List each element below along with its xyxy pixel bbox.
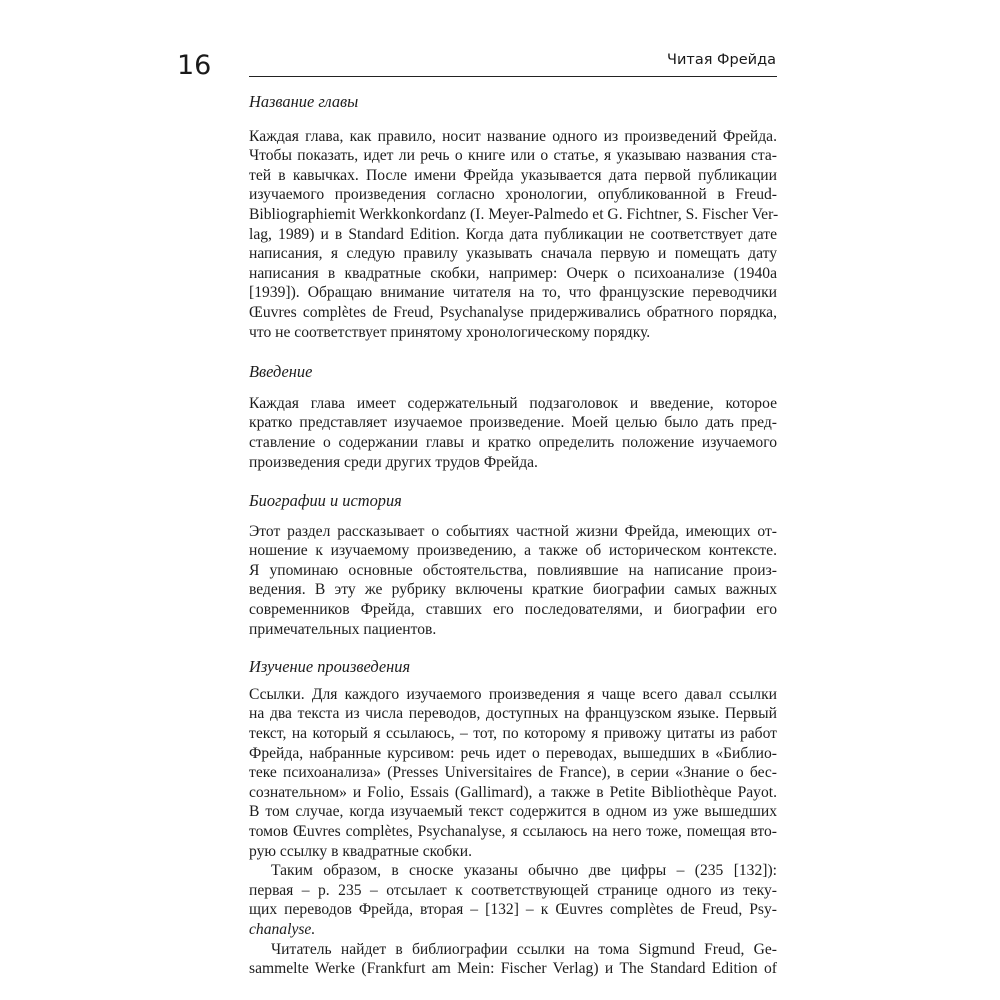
text-line: Я упоминаю основные обстоятельства, повлиявшие на написание произ- [249,561,777,579]
text-line: щих переводов Фрейда, вторая – [132] – к Œuvres complètes de Freud, Psy- [249,901,777,919]
text-line: текст, на который я ссылаюсь, – тот, по которому я привожу цитаты из работ [249,725,777,743]
text-line: кратко представляет изучаемое произведение. Моей целью было дать пред- [249,414,777,432]
text-line: томов Œuvres complètes, Psychanalyse, я ссылаюсь на него тоже, помещая вто- [249,823,777,840]
text-line: sammelte Werke (Frankfurt am Mein: Fischer Verlag) и The Standard Edition of [249,960,777,978]
text-line: Bibliographiemit Werkkonkordanz (I. Meyer-Palmedo et G. Fichtner, S. Fischer Ver- [249,205,779,223]
page-number: 16 [177,50,212,81]
text-line: теке психоанализа» (Presses Universitaires de France), в серии «Знание о бес- [249,764,777,782]
text-line: написания в квадратные скобки, например: Очерк о психоанализе (1940а [249,264,777,282]
text-line: примечательных пациентов. [249,620,437,638]
text-line: Œuvres complètes de Freud, Psychanalyse придерживались обратного порядка, [249,303,777,321]
page-body [249,92,777,979]
section-heading: Название главы [249,92,359,111]
section-heading: Биографии и история [249,491,402,511]
text-line: изучаемого произведения согласно хронологии, опубликованной в Freud- [249,186,777,204]
text-line: что не соответствует принятому хронологическому порядку. [249,323,651,341]
text-line: первая – р. 235 – отсылает к соответствующей странице одного из теку- [249,881,777,899]
text-line: Читатель найдет в библиографии ссылки на тома Sigmund Freud, Ge- [271,940,777,958]
text-line: [1939]). Обращаю внимание читателя на то, что французские переводчики [249,284,777,302]
text-line: рую ссылку в квадратные скобки. [249,842,472,860]
text-line: lag, 1989) и в Standard Edition. Когда дата публикации не соответствует дате [249,225,777,243]
text-line: ношение к изучаемому произведению, а также об историческом контексте. [249,542,777,560]
running-title: Читая Фрейда [667,52,776,68]
text-line: Ссылки. Для каждого изучаемого произведения я чаще всего давал ссылки [249,685,777,703]
text-line: Каждая глава, как правило, носит название одного из произведений Фрейда. [249,127,777,145]
text-line: Чтобы показать, идет ли речь о книге или о статье, я указываю названия ста- [249,147,777,165]
text-line: на два текста из числа переводов, доступных на французском языке. Первый [249,705,777,723]
text-line: ставление о содержании главы и кратко определить положение изучаемого [249,433,777,451]
text-line: современников Фрейда, ставших его последователями, и биографии его [249,601,777,619]
section-heading: Введение [249,362,313,382]
text-line: Фрейда, набранные курсивом: речь идет о переводах, вышедших в «Библио- [249,744,777,762]
text-line: Таким образом, в сноске указаны обычно две цифры – (235 [132]): [271,862,777,880]
text-line: сознательном» и Folio, Essais (Gallimard), а также в Petite Bibliothèque Payot. [249,783,777,801]
text-line: тей в кавычках. После имени Фрейда указывается дата первой публикации [249,166,777,184]
header-rule [249,76,777,77]
text-line: ведения. В эту же рубрику включены краткие биографии самых важных [249,581,777,599]
text-line: написания, я следую правилу указывать сначала первую и помещать дату [249,245,777,263]
text-line: Этот раздел рассказывает о событиях частной жизни Фрейда, имеющих от- [249,522,777,540]
text-line: В том случае, когда изучаемый текст содержится в одном из уже вышедших [249,803,777,821]
text-line: chanalyse. [249,920,316,938]
text-line: произведения среди других трудов Фрейда. [249,453,538,471]
text-line: Каждая глава имеет содержательный подзаголовок и введение, которое [249,394,777,412]
section-heading: Изучение произведения [249,657,411,677]
